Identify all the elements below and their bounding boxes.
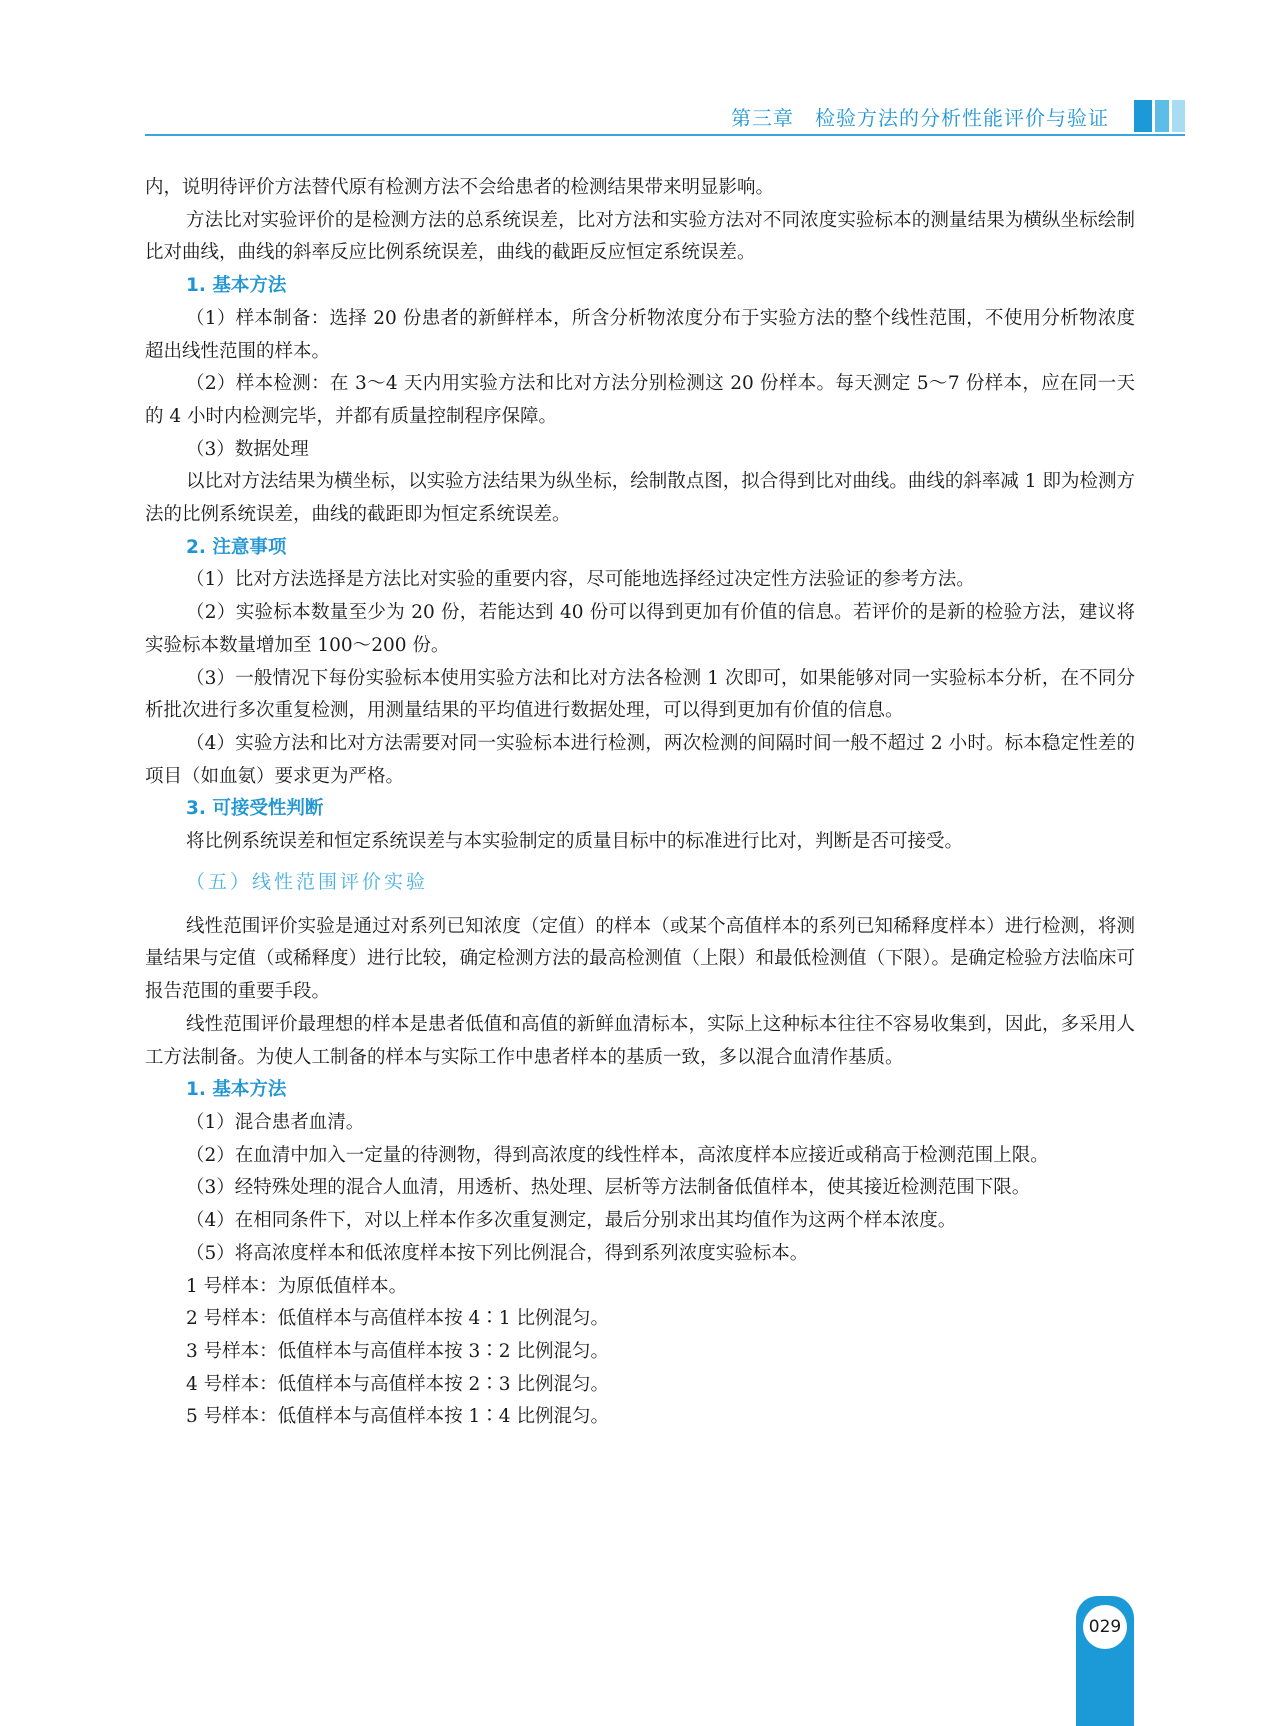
sample-item: 4 号样本：低值样本与高值样本按 2∶3 比例混匀。 <box>186 1373 609 1395</box>
sample-item: 2 号样本：低值样本与高值样本按 4∶1 比例混匀。 <box>186 1308 609 1330</box>
list-item: （3）一般情况下每份实验标本使用实验方法和比对方法各检测 1 次即可，如果能够对同一实验标本分析，在不同分析批次进行多次重复检测，用测量结果的平均值进行数据处理，可以得到更加有价值的信息。 <box>145 667 1135 722</box>
section-heading-linearity: （五）线性范围评价实验 <box>186 870 429 893</box>
paragraph: 方法比对实验评价的是检测方法的总系统误差，比对方法和实验方法对不同浓度实验标本的测量结果为横纵坐标绘制比对曲线，曲线的斜率反应比例系统误差，曲线的截距反应恒定系统误差。 <box>145 209 1135 264</box>
page-number-tab <box>1076 1596 1134 1726</box>
page-body <box>145 172 1135 1434</box>
subheading-notes: 2. 注意事项 <box>186 536 287 558</box>
subheading-basic-method: 1. 基本方法 <box>186 275 287 297</box>
list-item: （3）数据处理 <box>186 438 309 460</box>
chapter-title: 第三章 检验方法的分析性能评价与验证 <box>731 106 1109 130</box>
header-bar-light <box>1172 100 1185 132</box>
paragraph: 以比对方法结果为横坐标，以实验方法结果为纵坐标，绘制散点图，拟合得到比对曲线。曲线的斜率减 1 即为检测方法的比例系统误差，曲线的截距即为恒定系统误差。 <box>145 471 1135 526</box>
list-item: （2）实验标本数量至少为 20 份，若能达到 40 份可以得到更加有价值的信息。若评价的是新的检验方法，建议将实验标本数量增加至 100～200 份。 <box>145 602 1135 656</box>
subheading-acceptability: 3. 可接受性判断 <box>186 798 324 820</box>
sample-item: 1 号样本：为原低值样本。 <box>186 1275 408 1297</box>
list-item: （4）在相同条件下，对以上样本作多次重复测定，最后分别求出其均值作为这两个样本浓度。 <box>186 1210 957 1232</box>
sample-item: 3 号样本：低值样本与高值样本按 3∶2 比例混匀。 <box>186 1340 609 1362</box>
list-item: （5）将高浓度样本和低浓度样本按下列比例混合，得到系列浓度实验标本。 <box>186 1242 809 1264</box>
page-header <box>145 100 1185 136</box>
paragraph: 内，说明待评价方法替代原有检测方法不会给患者的检测结果带来明显影响。 <box>145 177 775 198</box>
paragraph: 线性范围评价实验是通过对系列已知浓度（定值）的样本（或某个高值样本的系列已知稀释度样本）进行检测，将测量结果与定值（或稀释度）进行比较，确定检测方法的最高检测值（上限）和最低检测值（下限）。是确定检验方法临床可报告范围的重要手段。 <box>145 915 1135 1003</box>
paragraph: 线性范围评价最理想的样本是患者低值和高值的新鲜血清标本，实际上这种标本往往不容易收集到，因此，多采用人工方法制备。为使人工制备的样本与实际工作中患者样本的基质一致，多以混合血清作基质。 <box>145 1013 1135 1068</box>
sample-item: 5 号样本：低值样本与高值样本按 1∶4 比例混匀。 <box>186 1406 609 1428</box>
subheading-basic-method: 1. 基本方法 <box>186 1079 287 1101</box>
list-item: （2）在血清中加入一定量的待测物，得到高浓度的线性样本，高浓度样本应接近或稍高于检测范围上限。 <box>186 1144 1049 1166</box>
page-number: 029 <box>1083 1605 1127 1649</box>
header-bar-mid <box>1155 100 1169 132</box>
header-bar-dark <box>1134 100 1152 132</box>
list-item: （4）实验方法和比对方法需要对同一实验标本进行检测，两次检测的间隔时间一般不超过 2 小时。标本稳定性差的项目（如血氨）要求更为严格。 <box>145 732 1135 787</box>
list-item: （1）混合患者血清。 <box>186 1111 365 1133</box>
list-item: （2）样本检测：在 3～4 天内用实验方法和比对方法分别检测这 20 份样本。每天测定 5～7 份样本，应在同一天的 4 小时内检测完毕，并都有质量控制程序保障。 <box>145 373 1135 427</box>
list-item: （3）经特殊处理的混合人血清，用透析、热处理、层析等方法制备低值样本，使其接近检测范围下限。 <box>186 1177 1031 1199</box>
paragraph: 将比例系统误差和恒定系统误差与本实验制定的质量目标中的标准进行比对，判断是否可接受。 <box>186 831 964 853</box>
header-decoration <box>1134 100 1185 132</box>
list-item: （1）比对方法选择是方法比对实验的重要内容，尽可能地选择经过决定性方法验证的参考方法。 <box>186 569 975 591</box>
list-item: （1）样本制备：选择 20 份患者的新鲜样本，所含分析物浓度分布于实验方法的整个线性范围，不使用分析物浓度超出线性范围的样本。 <box>145 307 1135 362</box>
